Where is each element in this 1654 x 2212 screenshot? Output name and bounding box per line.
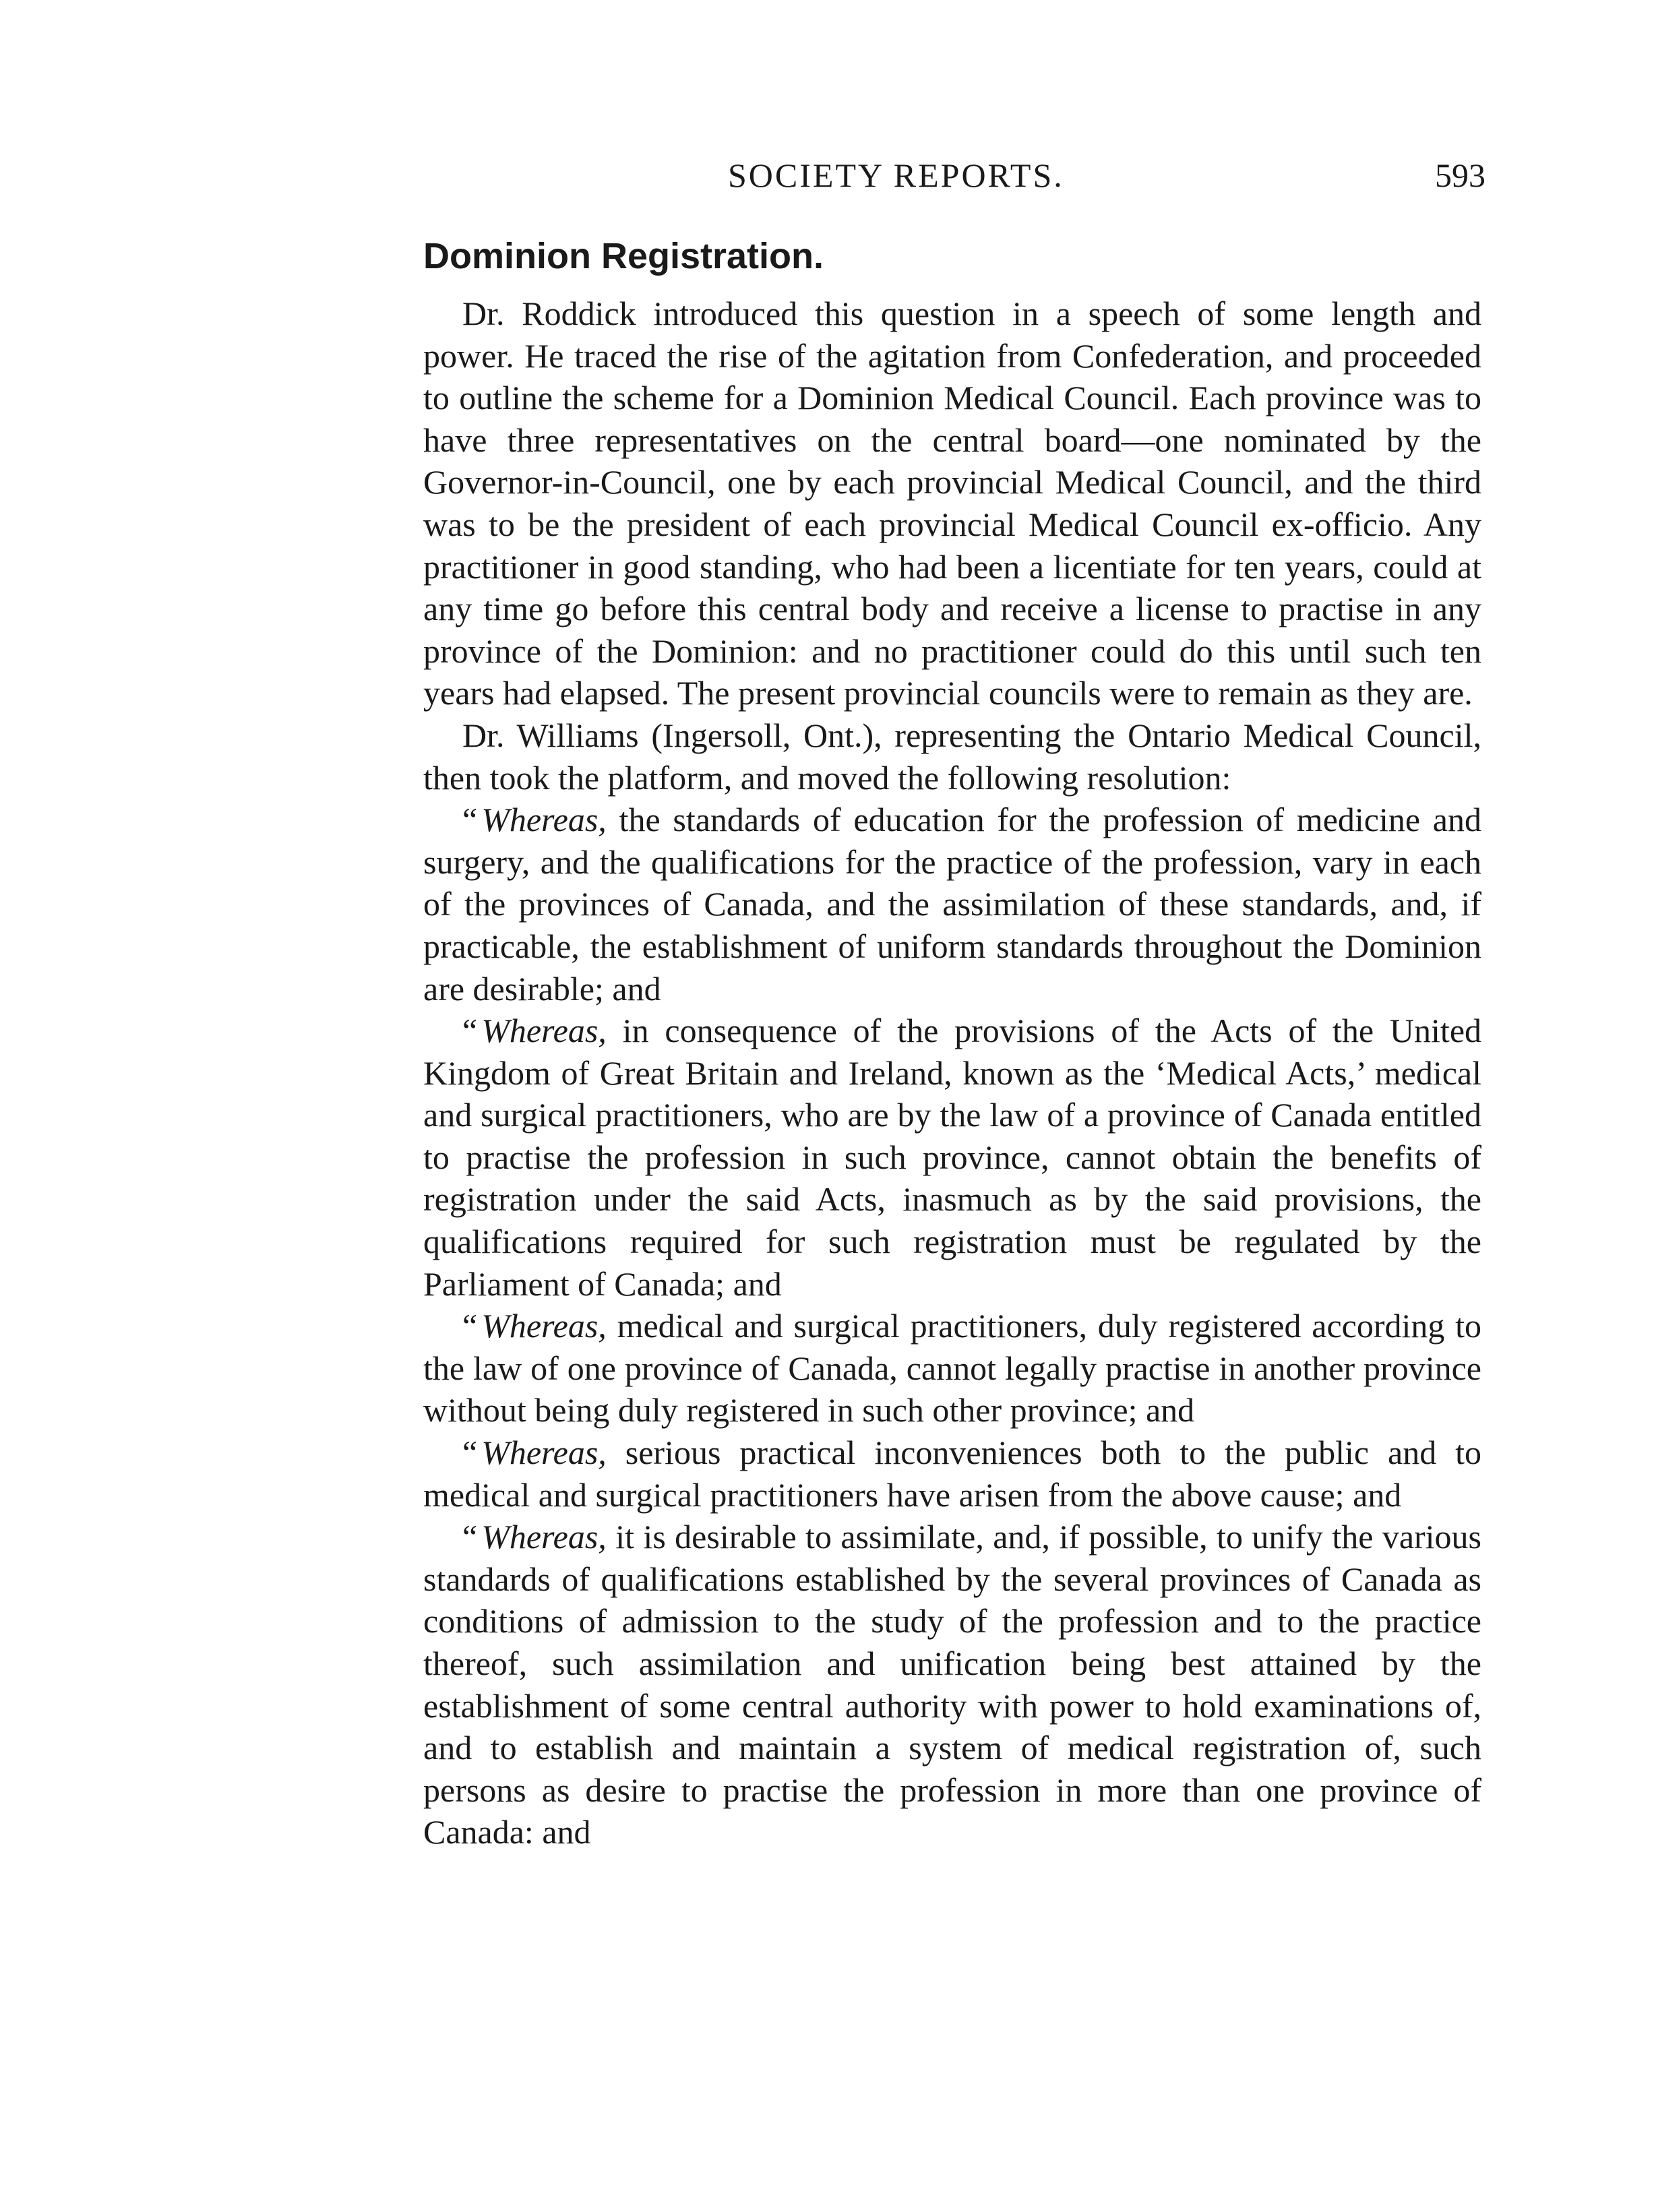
body-text xyxy=(423,229,1481,1853)
clause-lead-word: Whereas, xyxy=(481,1434,607,1472)
open-quote-mark: “ xyxy=(462,1518,478,1556)
resolution-clause xyxy=(423,1516,1481,1853)
resolution-clause xyxy=(423,1305,1481,1432)
open-quote-mark: “ xyxy=(462,1307,478,1345)
clause-lead-word: Whereas, xyxy=(481,1012,607,1050)
clause-text: the standards of education for the profession of medicine and surgery, and the qualifications for the practice of the profession, vary in each of the provinces of Canada, and the assimilation of these standards, and, if practicable, the establishment of uniform standards throughout the Dominion are desirable; and xyxy=(423,801,1482,1008)
clause-text: in consequence of the provisions of the Acts of the United Kingdom of Great Britain and Ireland, known as the ‘Medical Acts,’ medical and surgical practitioners, who are by the law of a province of Canada entitled to practise the profession in such province, cannot obtain the benefits of registration under the said Acts, inasmuch as by the said provisions, the qualifications required for such registration must be regulated by the Parliament of Canada; and xyxy=(423,1012,1482,1303)
clause-text: medical and surgical practitioners, duly registered according to the law of one province of Canada, cannot legally practise in another province without being duly registered in such other province; and xyxy=(423,1307,1481,1430)
page-number: 593 xyxy=(1435,156,1485,194)
open-quote-mark: “ xyxy=(462,1012,478,1050)
clause-lead-word: Whereas, xyxy=(481,1307,607,1345)
section-heading: Dominion Registration. xyxy=(423,236,824,276)
resolution-clause xyxy=(423,1010,1481,1305)
resolution-clause xyxy=(423,799,1481,1010)
open-quote-mark: “ xyxy=(462,801,478,839)
clause-lead-word: Whereas, xyxy=(481,1518,607,1556)
paragraph-text: Dr. Williams (Ingersoll, Ont.), representing the Ontario Medical Council, then took the platform, and moved the following resolution: xyxy=(423,716,1481,797)
open-quote-mark: “ xyxy=(462,1434,478,1472)
clause-text: serious practical inconveniences both to the public and to medical and surgical practitioners have arisen from the above cause; and xyxy=(423,1434,1482,1514)
paragraph-williams xyxy=(423,714,1481,799)
resolution-clause xyxy=(423,1432,1481,1516)
paragraph-roddick xyxy=(423,293,1481,714)
clause-lead-word: Whereas, xyxy=(481,801,607,839)
running-head: SOCIETY REPORTS. xyxy=(728,156,1064,194)
clause-text: it is desirable to assimilate, and, if possible, to unify the various standards of qualifications established by the several provinces of Canada as conditions of admission to the study of the profession and to the practice thereof, such assimilation and unification being best attained by the establishment of some central authority with power to hold examinations of, and to establish and maintain a system of medical registration of, such persons as desire to practise the profession in more than one province of Canada: and xyxy=(423,1518,1482,1851)
paragraph-text: Dr. Roddick introduced this question in a speech of some length and power. He traced the rise of the agitation from Confederation, and proceeded to outline the scheme for a Dominion Medical Council. Each province was to have three representatives on the central board—one nominated by the Governor-in-Council, one by each provincial Medical Council, and the third was to be the president of each provincial Medical Council ex-officio. Any practitioner in good standing, who had been a licentiate for ten years, could at any time go before this central body and receive a license to practise in any province of the Dominion: and no practitioner could do this until such ten years had elapsed. The present provincial councils were to remain as they are. xyxy=(423,295,1481,712)
